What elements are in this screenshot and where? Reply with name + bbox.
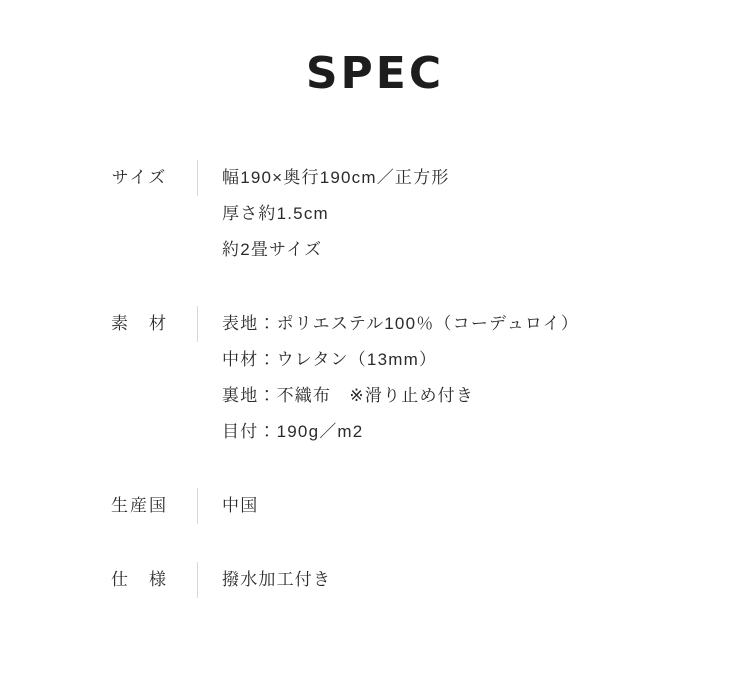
- spec-table: [100, 160, 660, 598]
- spec-line: 裏地：不織布 ※滑り止め付き: [222, 386, 475, 405]
- spec-value-country: [198, 488, 258, 524]
- spec-line: 中国: [222, 496, 259, 515]
- spec-label-material: 素 材: [100, 306, 198, 342]
- spec-line: 幅190×奥行190cm／正方形: [222, 168, 450, 187]
- table-row: [100, 306, 660, 450]
- spec-value-material: [198, 306, 579, 450]
- spec-line: 約2畳サイズ: [222, 240, 323, 259]
- spec-value-size: [198, 160, 450, 268]
- spec-line: 厚さ約1.5cm: [222, 204, 329, 223]
- spec-line: 目付：190g／m2: [222, 422, 364, 441]
- spec-value-feature: [198, 562, 331, 598]
- table-row: [100, 488, 660, 524]
- page-title: SPEC: [305, 48, 445, 99]
- spec-line: 中材：ウレタン（13mm）: [222, 350, 438, 369]
- table-row: [100, 562, 660, 598]
- spec-label-country: 生産国: [100, 488, 198, 524]
- spec-line: 撥水加工付き: [222, 570, 332, 589]
- spec-line: 表地：ポリエステル100％（コーデュロイ）: [222, 314, 580, 333]
- spec-label-size: サイズ: [100, 160, 198, 196]
- spec-label-feature: 仕 様: [100, 562, 198, 598]
- table-row: [100, 160, 660, 268]
